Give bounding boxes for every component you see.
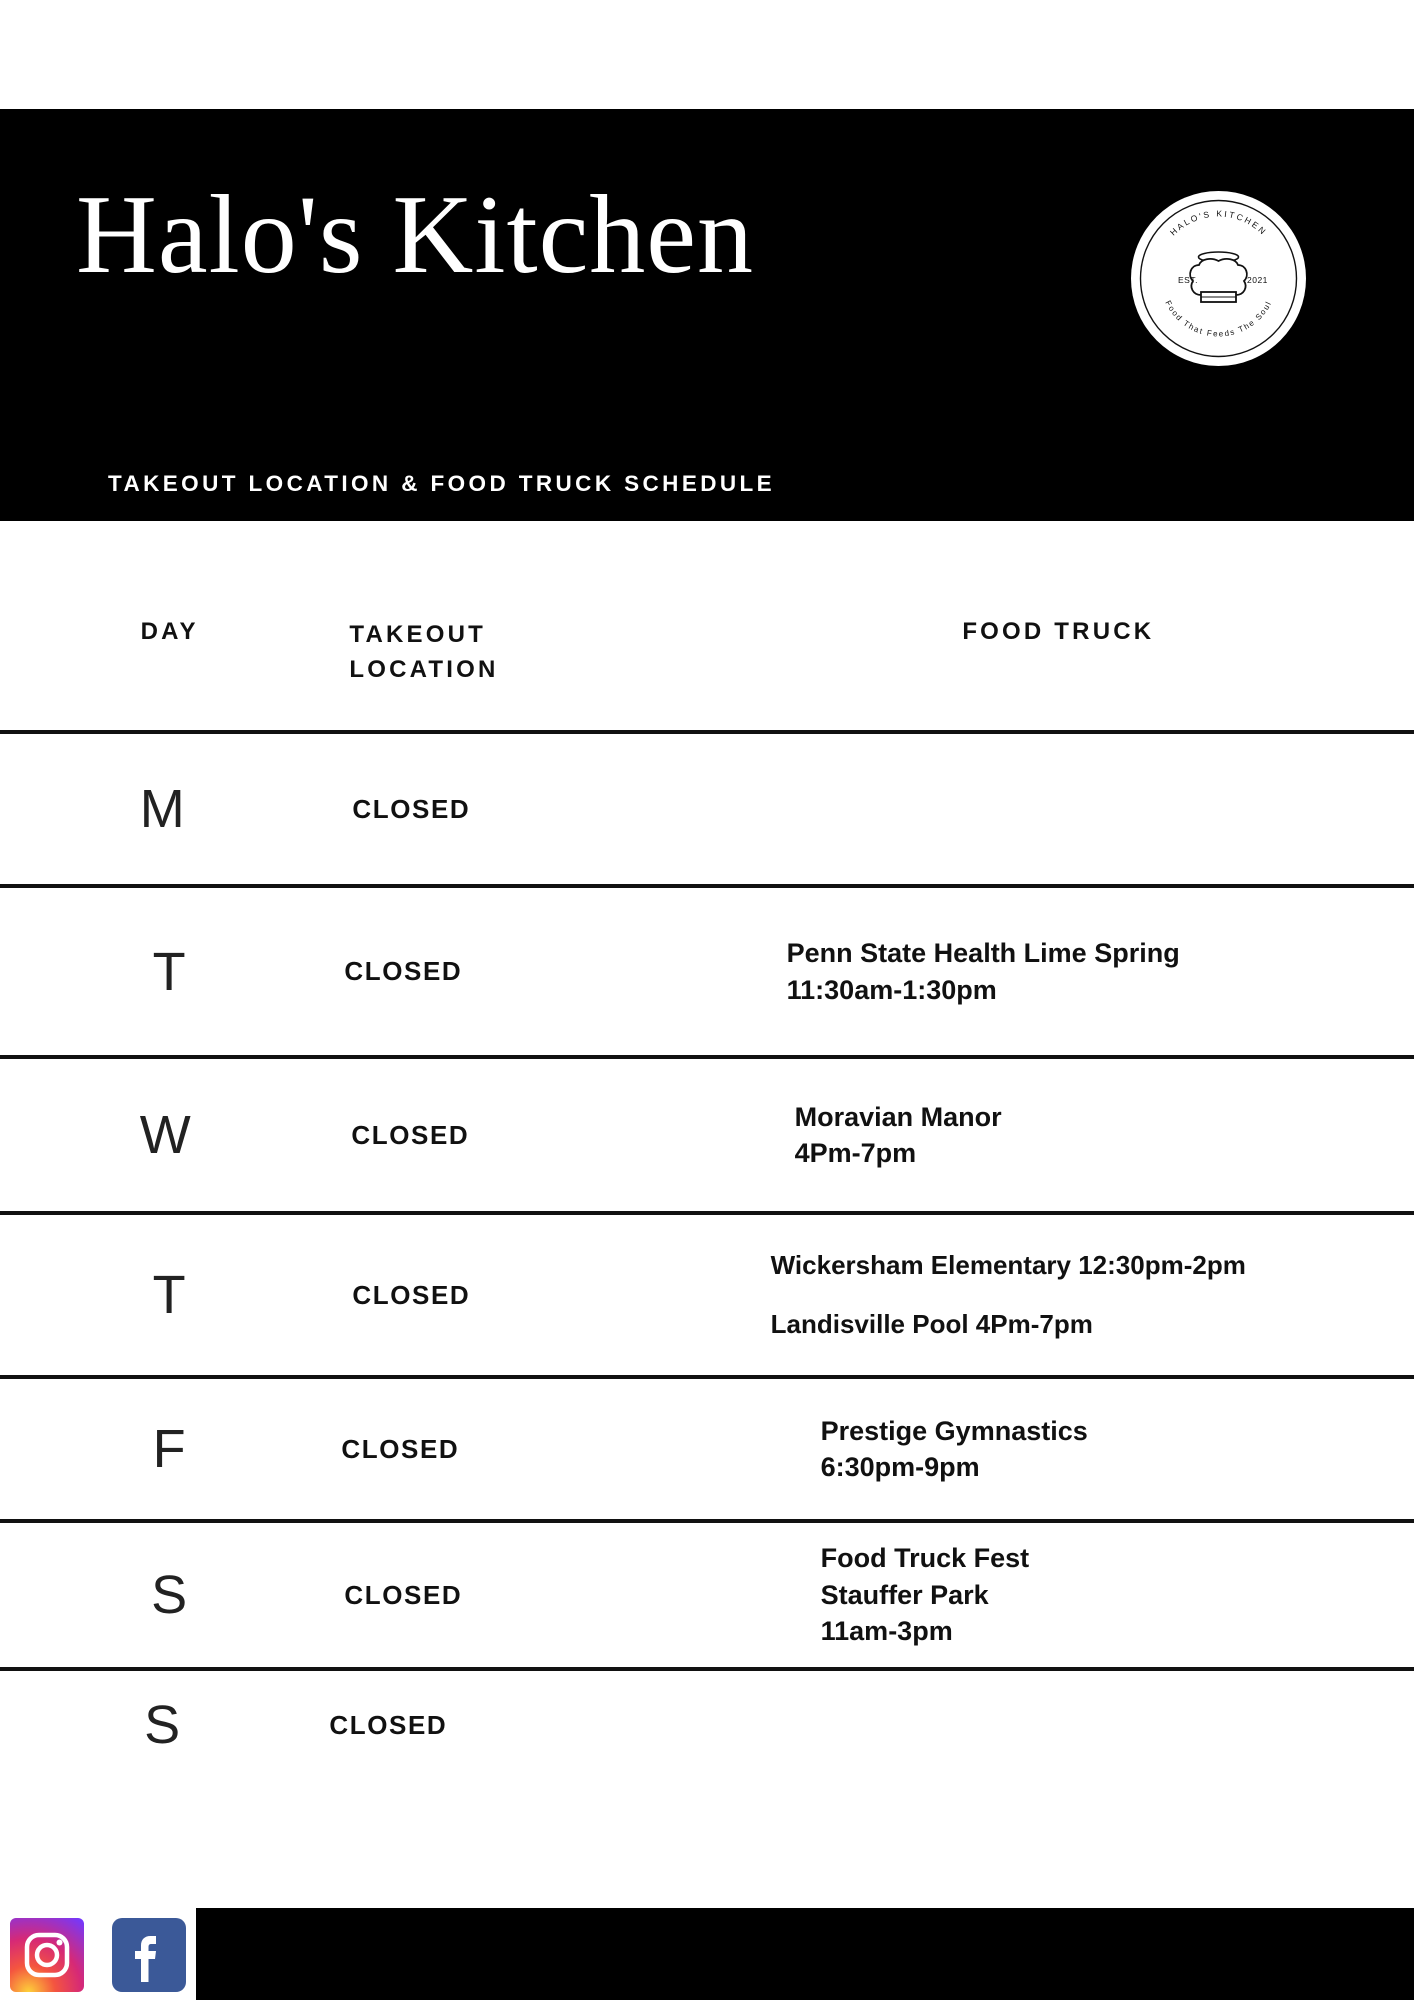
cell-day: S xyxy=(144,1695,182,1755)
footer xyxy=(0,1896,1414,2000)
food-truck-line: Wickersham Elementary 12:30pm-2pm xyxy=(770,1249,1246,1280)
facebook-icon[interactable] xyxy=(112,1918,186,1992)
table-row xyxy=(0,734,1414,884)
food-truck-line: 6:30pm-9pm xyxy=(820,1452,980,1482)
food-truck-line: Moravian Manor xyxy=(794,1101,1002,1132)
cell-food-truck xyxy=(771,1540,1414,1649)
table-row xyxy=(0,1215,1414,1375)
food-truck-line: Landisville Pool 4Pm-7pm xyxy=(770,1309,1093,1339)
table-row xyxy=(0,1671,1414,1779)
cell-day: T xyxy=(152,1265,187,1325)
date-range: 05/30/22 - 6/05/22 xyxy=(108,519,360,542)
food-truck-line: Penn State Health Lime Spring xyxy=(786,938,1180,969)
column-header-takeout-location xyxy=(339,560,770,688)
cell-food-truck xyxy=(771,1248,1414,1342)
cell-takeout-location: CLOSED xyxy=(352,1279,471,1310)
page-title: Halo's Kitchen xyxy=(76,173,755,297)
svg-text:HALO'S KITCHEN: HALO'S KITCHEN xyxy=(1167,208,1270,238)
table-row xyxy=(0,888,1414,1055)
schedule-table xyxy=(0,560,1414,1779)
cell-food-truck xyxy=(771,935,1414,1008)
svg-text:Food That Feeds The Soul: Food That Feeds The Soul xyxy=(1163,298,1274,339)
cell-food-truck xyxy=(771,1413,1414,1486)
cell-takeout-location: CLOSED xyxy=(351,1119,470,1150)
table-row xyxy=(0,1523,1414,1667)
cell-takeout-location: CLOSED xyxy=(341,1433,460,1464)
page-subtitle: TAKEOUT LOCATION & FOOD TRUCK SCHEDULE xyxy=(108,471,776,496)
cell-day: W xyxy=(139,1105,192,1165)
cell-takeout-location: CLOSED xyxy=(344,1579,463,1610)
column-header-takeout-line2: LOCATION xyxy=(349,655,499,683)
cell-food-truck xyxy=(771,1099,1414,1172)
cell-day: T xyxy=(152,941,187,1002)
cell-takeout-location: CLOSED xyxy=(344,956,463,986)
svg-text:EST.: EST. xyxy=(1178,275,1198,285)
cell-takeout-location: CLOSED xyxy=(352,793,471,824)
brand-logo xyxy=(1131,191,1306,366)
column-header-food-truck: FOOD TRUCK xyxy=(962,618,1155,645)
food-truck-line: 11am-3pm xyxy=(820,1616,953,1647)
svg-text:2021: 2021 xyxy=(1247,275,1268,285)
cell-day: S xyxy=(151,1565,189,1625)
footer-bar xyxy=(196,1908,1414,2000)
food-truck-line: Prestige Gymnastics xyxy=(820,1415,1088,1446)
table-row xyxy=(0,1379,1414,1519)
instagram-icon[interactable] xyxy=(10,1918,84,1992)
food-truck-line: 4Pm-7pm xyxy=(794,1138,917,1168)
food-truck-line: Stauffer Park xyxy=(820,1579,989,1610)
table-header-row xyxy=(0,560,1414,730)
table-row xyxy=(0,1059,1414,1211)
column-header-day: DAY xyxy=(140,618,199,645)
column-header-takeout-line1: TAKEOUT xyxy=(349,621,486,648)
cell-takeout-location: CLOSED xyxy=(329,1709,448,1740)
food-truck-line: 11:30am-1:30pm xyxy=(786,974,997,1005)
cell-day: F xyxy=(152,1419,187,1479)
food-truck-line: Food Truck Fest xyxy=(820,1543,1030,1574)
cell-day: M xyxy=(139,779,186,839)
